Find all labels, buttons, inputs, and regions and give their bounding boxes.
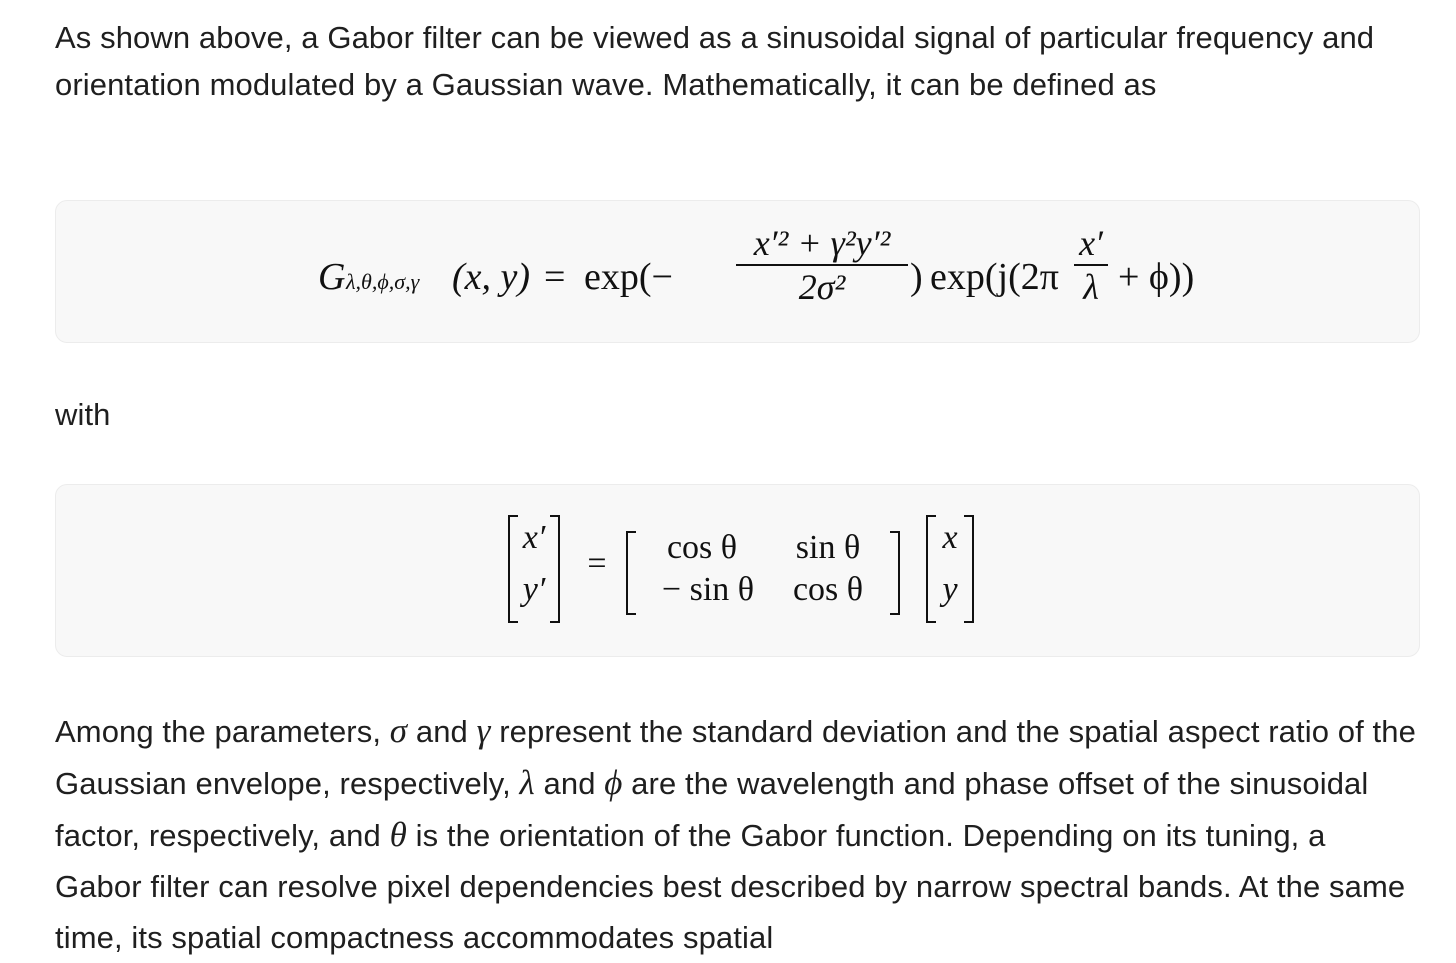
eq1-subscript: λ,θ,ϕ,σ,γ: [346, 269, 420, 294]
matrix-bracket-right: [890, 531, 900, 615]
equation-block-gabor: [55, 200, 1420, 343]
matrix-cell-neg-sin-21: − sin θ: [661, 571, 755, 608]
theta-symbol: θ: [389, 815, 407, 854]
lhs-bracket-left: [508, 515, 518, 623]
eq1-frac1-numerator: x′² + γ²y′²: [753, 223, 891, 263]
body-text-4: and: [534, 766, 605, 801]
body-text-1: Among the parameters,: [55, 714, 390, 749]
rhs-x: x: [942, 519, 958, 556]
body-text-5: are the wavelength and phase offset of the sinusoidal factor, respectively, and: [55, 766, 1369, 853]
eq1-fraction-1: [736, 223, 908, 307]
lhs-y-prime: y′: [522, 571, 546, 608]
eq1-frac1-denominator: 2σ²: [798, 267, 846, 307]
sigma-symbol: σ: [389, 711, 408, 750]
intro-paragraph: As shown above, a Gabor filter can be viewed as a sinusoidal signal of particular frequency and orientation modulated by a Gaussian wave. Mathematically, it can be defined as: [55, 20, 1375, 102]
matrix-cell-cos-11: cos θ: [666, 529, 738, 566]
lhs-bracket-right: [550, 515, 560, 623]
eq1-close-paren: ): [910, 256, 923, 298]
gamma-symbol: γ: [476, 711, 491, 750]
body-text-2: and: [407, 714, 477, 749]
lambda-symbol: λ: [519, 763, 535, 802]
eq1-frac2-denominator: λ: [1083, 267, 1099, 307]
eq1-fraction-2: [1074, 223, 1108, 307]
eq2-equals: =: [587, 545, 607, 582]
lhs-x-prime: x′: [522, 519, 546, 556]
eq1-exp1: exp(−: [584, 256, 673, 298]
parameters-paragraph: [55, 705, 1420, 963]
with-label: with: [55, 397, 111, 432]
eq1-equals: =: [544, 256, 566, 298]
eq1-frac2-numerator: x′: [1079, 223, 1103, 263]
body-text-3: represent the standard deviation and the spatial aspect ratio of the Gaussian envelope, respectively,: [55, 714, 1416, 801]
eq1-frac2-bar: [1074, 264, 1108, 266]
body-text-6: is the orientation of the Gabor function. Depending on its tuning, a Gabor filter can resolve pixel dependencies best described by narrow spectral bands. At the same time, its spatial compactness accommodates spatial: [55, 818, 1406, 955]
rhs-y: y: [942, 571, 958, 608]
phi-symbol: ϕ: [604, 763, 623, 802]
eq1-args: (x, y): [452, 256, 531, 298]
eq1-frac1-bar: [736, 264, 908, 266]
matrix-cell-sin-12: sin θ: [795, 529, 861, 566]
rotation-equation: [506, 509, 986, 633]
matrix-bracket-left: [626, 531, 636, 615]
matrix-cell-cos-22: cos θ: [792, 571, 864, 608]
eq1-tail: + ϕ)): [1118, 256, 1195, 298]
equation-block-rotation: [55, 484, 1420, 657]
eq1-exp2: exp(j(2π: [930, 256, 1059, 298]
rhs-bracket-right: [964, 515, 974, 623]
eq1-g: G: [318, 256, 346, 298]
